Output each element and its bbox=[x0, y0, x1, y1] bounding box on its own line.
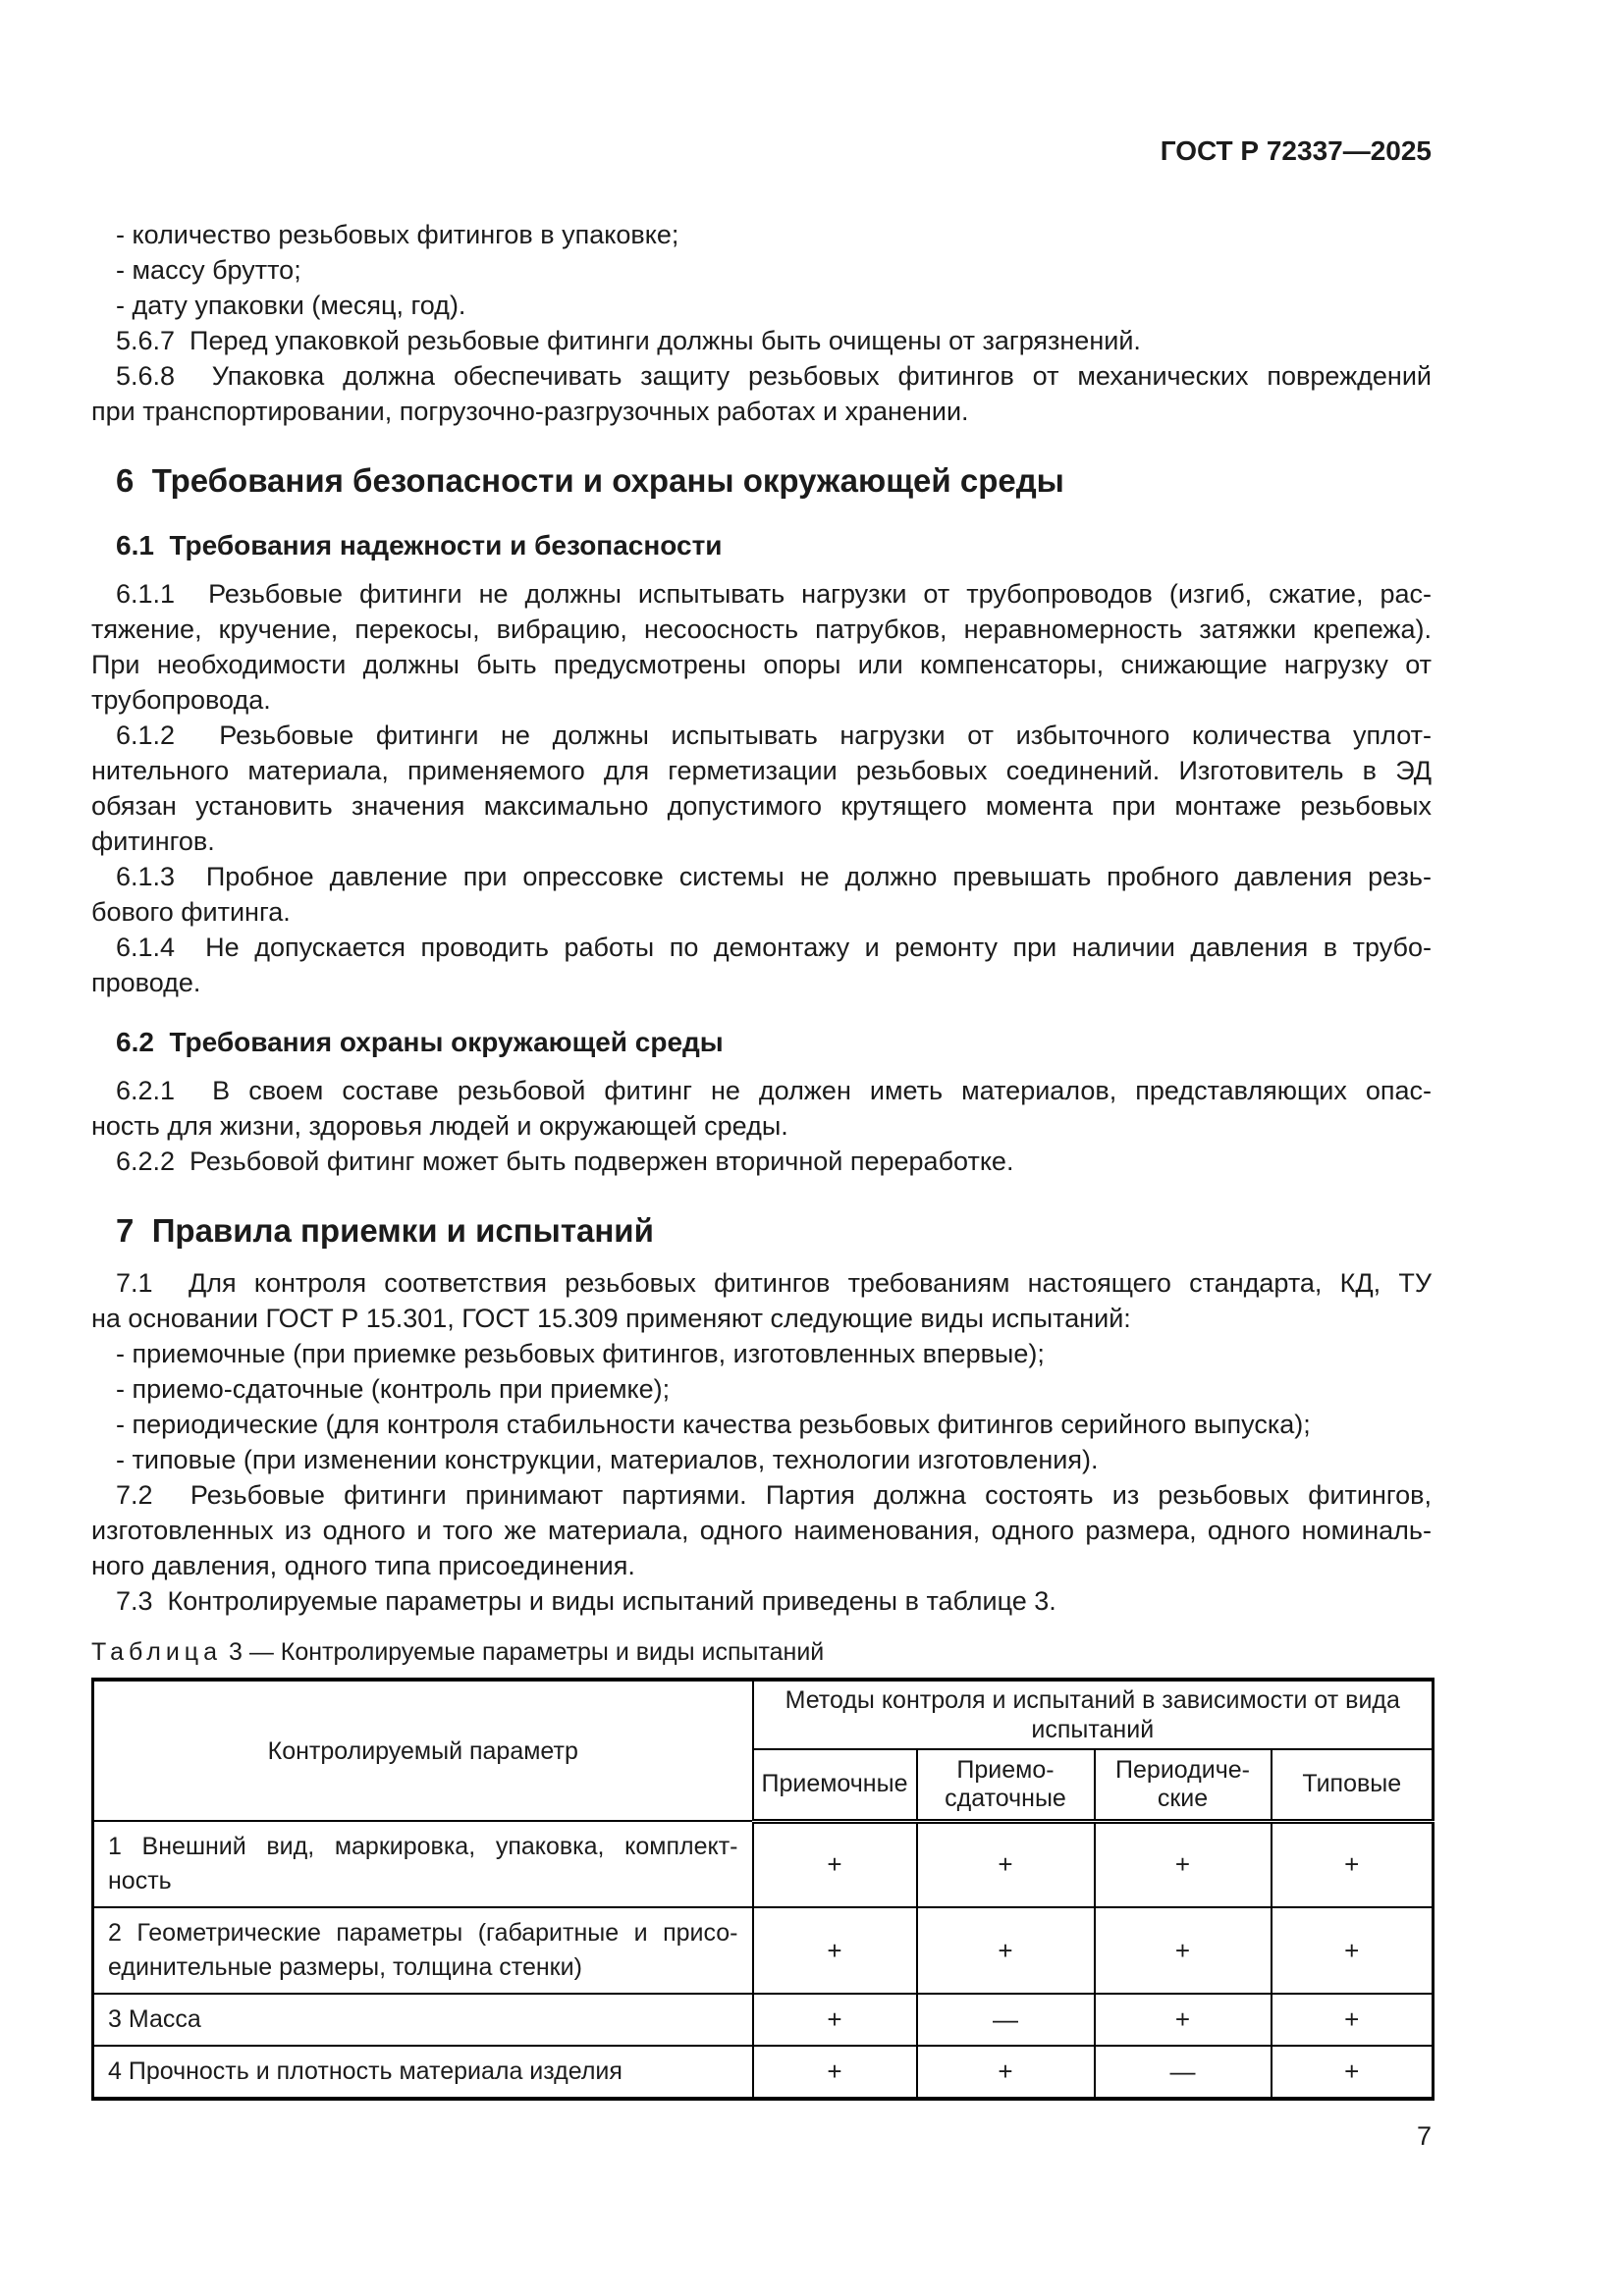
cell-line: 3 Масса bbox=[108, 2005, 201, 2033]
text-line: изготовленных из одного и того же материала, одного наименования, одного размера, одного номиналь- bbox=[91, 1516, 1432, 1545]
list-item bbox=[91, 252, 1432, 288]
text-line: 7.1 Для контроля соответствия резьбовых фитингов требованиям настоящего стандарта, КД, ТУ bbox=[116, 1268, 1432, 1298]
header-line: Приемочные bbox=[761, 1770, 908, 1798]
paragraph bbox=[91, 1477, 1432, 1583]
table-row bbox=[93, 2046, 1434, 2099]
value-cell: — bbox=[917, 1994, 1095, 2046]
table-body bbox=[93, 1821, 1434, 2099]
paragraph bbox=[91, 1265, 1432, 1336]
header-line: ские bbox=[1157, 1784, 1209, 1812]
header-line: испытаний bbox=[1031, 1716, 1155, 1743]
cell-line: единительные размеры, толщина стенки) bbox=[108, 1953, 582, 1981]
text-line: - дату упаковки (месяц, год). bbox=[116, 291, 466, 320]
text-line: бового фитинга. bbox=[91, 897, 291, 927]
text-line: тяжение, кручение, перекосы, вибрацию, несоосность патрубков, неравномерность затяжки крепежа). bbox=[91, 614, 1432, 644]
list-item bbox=[91, 288, 1432, 323]
value-cell: + bbox=[1272, 1994, 1434, 2046]
value-cell: + bbox=[1272, 1821, 1434, 1907]
value-cell: + bbox=[753, 2046, 917, 2099]
header-line: Типовые bbox=[1302, 1770, 1402, 1798]
list-item bbox=[91, 217, 1432, 252]
text-line: 6.2.2 Резьбовой фитинг может быть подвержен вторичной переработке. bbox=[116, 1147, 1014, 1176]
value-cell: + bbox=[917, 2046, 1095, 2099]
value-cell: — bbox=[1095, 2046, 1272, 2099]
value-cell: + bbox=[753, 1907, 917, 1994]
paragraph bbox=[91, 930, 1432, 1000]
cell-line: ность bbox=[108, 1867, 172, 1895]
text-line: при транспортировании, погрузочно-разгрузочных работах и хранении. bbox=[91, 397, 969, 426]
value-cell: + bbox=[1095, 1907, 1272, 1994]
text-line: 5.6.7 Перед упаковкой резьбовые фитинги должны быть очищены от загрязнений. bbox=[116, 326, 1141, 355]
header-line: Методы контроля и испытаний в зависимости от вида bbox=[785, 1686, 1400, 1714]
text-line: обязан установить значения максимально допустимого крутящего момента при монтаже резьбовых bbox=[91, 791, 1432, 821]
list-item bbox=[91, 1442, 1432, 1477]
text-line: 6.1.1 Резьбовые фитинги не должны испытывать нагрузки от трубопроводов (изгиб, сжатие, рас- bbox=[116, 579, 1432, 609]
column-header bbox=[1272, 1749, 1434, 1821]
param-column-header: Контролируемый параметр bbox=[93, 1680, 753, 1821]
column-header bbox=[1095, 1749, 1272, 1821]
control-table bbox=[91, 1678, 1435, 2101]
cell-line: 4 Прочность и плотность материала изделия bbox=[108, 2057, 623, 2085]
cell-line: 2 Геометрические параметры (габаритные и присо- bbox=[108, 1919, 738, 1947]
methods-group-header bbox=[753, 1680, 1434, 1749]
paragraph bbox=[91, 1144, 1432, 1179]
header-line: Приемо- bbox=[956, 1755, 1055, 1784]
text-line: 6.1 Требования надежности и безопасности bbox=[116, 530, 723, 561]
list-item bbox=[91, 1371, 1432, 1407]
text-line: - массу брутто; bbox=[116, 255, 301, 285]
text-line: 6.2 Требования охраны окружающей среды bbox=[116, 1027, 724, 1057]
table-header bbox=[93, 1680, 1434, 1821]
section-heading-1 bbox=[91, 1208, 1432, 1254]
paragraph bbox=[91, 576, 1432, 718]
header-line: сдаточные bbox=[945, 1784, 1066, 1812]
table-caption-text: 3 — Контролируемые параметры и виды испытаний bbox=[222, 1638, 825, 1666]
param-cell bbox=[93, 1994, 753, 2046]
section-heading-2 bbox=[91, 527, 1432, 564]
paragraph bbox=[91, 1073, 1432, 1144]
text-line: на основании ГОСТ Р 15.301, ГОСТ 15.309 применяют следующие виды испытаний: bbox=[91, 1304, 1131, 1333]
text-line: - количество резьбовых фитингов в упаковке; bbox=[116, 220, 679, 249]
text-line: - периодические (для контроля стабильности качества резьбовых фитингов серийного выпуска); bbox=[116, 1410, 1311, 1439]
text-line: При необходимости должны быть предусмотрены опоры или компенсаторы, снижающие нагрузку от bbox=[91, 650, 1432, 679]
paragraph bbox=[91, 358, 1432, 429]
page-content bbox=[91, 217, 1432, 2152]
table-caption bbox=[91, 1636, 1432, 1668]
document-body bbox=[91, 217, 1432, 1668]
value-cell: + bbox=[1095, 1994, 1272, 2046]
text-line: 6.1.3 Пробное давление при опрессовке системы не должно превышать пробного давления резь- bbox=[116, 862, 1432, 891]
text-line: фитингов. bbox=[91, 827, 215, 856]
text-line: - приемочные (при приемке резьбовых фитингов, изготовленных впервые); bbox=[116, 1339, 1045, 1368]
header-line: Периодиче- bbox=[1115, 1755, 1250, 1784]
text-line: 6.2.1 В своем составе резьбовой фитинг не должен иметь материалов, представляющих опас- bbox=[116, 1076, 1432, 1105]
text-line: - типовые (при изменении конструкции, материалов, технологии изготовления). bbox=[116, 1445, 1099, 1474]
paragraph bbox=[91, 859, 1432, 930]
text-line: 5.6.8 Упаковка должна обеспечивать защиту резьбовых фитингов от механических повреждений bbox=[116, 361, 1432, 391]
list-item bbox=[91, 1336, 1432, 1371]
table-row bbox=[93, 1907, 1434, 1994]
text-line: 6 Требования безопасности и охраны окружающей среды bbox=[116, 462, 1064, 499]
text-line: 7.2 Резьбовые фитинги принимают партиями. Партия должна состоять из резьбовых фитингов, bbox=[116, 1480, 1432, 1510]
value-cell: + bbox=[917, 1821, 1095, 1907]
list-item bbox=[91, 1407, 1432, 1442]
section-heading-1 bbox=[91, 458, 1432, 504]
value-cell: + bbox=[1272, 2046, 1434, 2099]
value-cell: + bbox=[1272, 1907, 1434, 1994]
text-line: 6.1.2 Резьбовые фитинги не должны испытывать нагрузки от избыточного количества уплот- bbox=[116, 721, 1432, 750]
paragraph bbox=[91, 323, 1432, 358]
text-line: нительного материала, применяемого для герметизации резьбовых соединений. Изготовитель в ЭД bbox=[91, 756, 1432, 785]
text-line: трубопровода. bbox=[91, 685, 271, 715]
table-row bbox=[93, 1821, 1434, 1907]
paragraph bbox=[91, 718, 1432, 859]
page-number: 7 bbox=[1416, 2121, 1432, 2151]
section-heading-2 bbox=[91, 1024, 1432, 1061]
value-cell: + bbox=[753, 1994, 917, 2046]
page-header: ГОСТ Р 72337—2025 bbox=[1160, 135, 1432, 166]
param-cell bbox=[93, 1907, 753, 1994]
paragraph bbox=[91, 1583, 1432, 1619]
param-cell bbox=[93, 1821, 753, 1907]
text-line: 6.1.4 Не допускается проводить работы по демонтажу и ремонту при наличии давления в трубо- bbox=[116, 933, 1432, 962]
value-cell: + bbox=[753, 1821, 917, 1907]
table-row bbox=[93, 1994, 1434, 2046]
column-header bbox=[753, 1749, 917, 1821]
text-line: 7 Правила приемки и испытаний bbox=[116, 1212, 654, 1249]
cell-line: 1 Внешний вид, маркировка, упаковка, комплект- bbox=[108, 1833, 738, 1860]
text-line: проводе. bbox=[91, 968, 201, 997]
table-header-row bbox=[93, 1680, 1434, 1749]
text-line: 7.3 Контролируемые параметры и виды испытаний приведены в таблице 3. bbox=[116, 1586, 1056, 1616]
value-cell: + bbox=[1095, 1821, 1272, 1907]
text-line: ного давления, одного типа присоединения. bbox=[91, 1551, 635, 1580]
table-caption-label: Таблица bbox=[91, 1638, 223, 1666]
value-cell: + bbox=[917, 1907, 1095, 1994]
column-header bbox=[917, 1749, 1095, 1821]
text-line: - приемо-сдаточные (контроль при приемке); bbox=[116, 1374, 671, 1404]
text-line: ность для жизни, здоровья людей и окружающей среды. bbox=[91, 1111, 788, 1141]
param-cell bbox=[93, 2046, 753, 2099]
